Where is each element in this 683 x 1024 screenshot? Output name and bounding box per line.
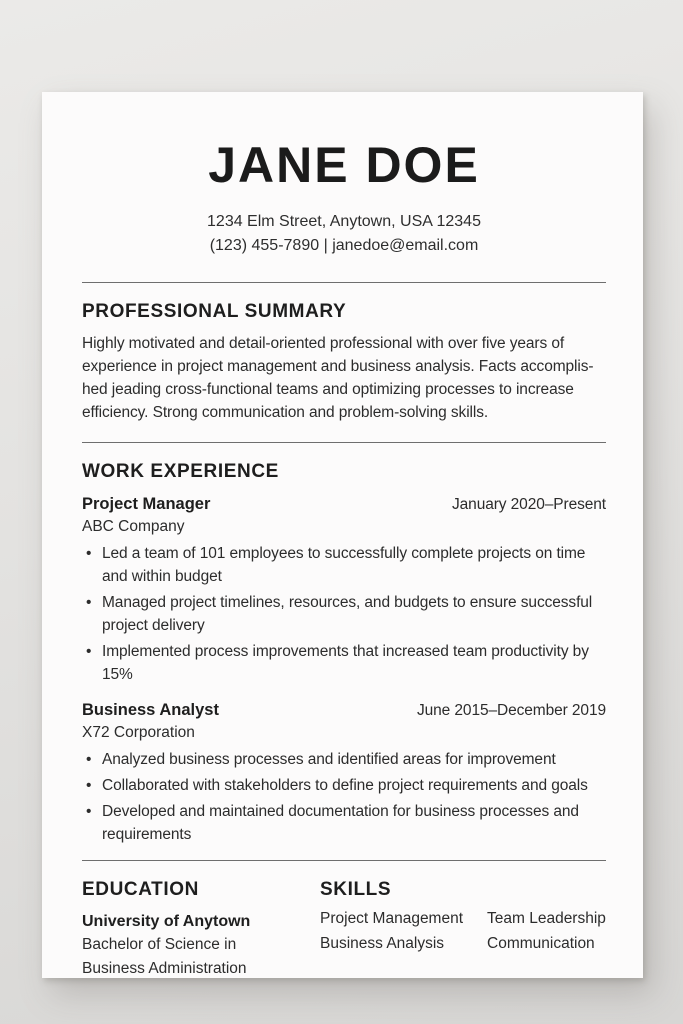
section-divider — [82, 282, 606, 283]
job-bullet-list — [82, 542, 606, 686]
job-title: Business Analyst — [82, 701, 219, 719]
job-entry — [82, 495, 606, 686]
job-bullet: • Collaborated with stakeholders to define project requirements and goals — [82, 774, 606, 797]
skill-item: Team Leadership — [487, 910, 606, 927]
candidate-name: JANE DOE — [208, 137, 480, 193]
job-bullet: • Managed project timelines, resources, and budgets to ensure successful project delivery — [82, 591, 606, 637]
phone-number: (123) 455-7890 — [209, 237, 320, 254]
summary-line: Highly motivated and detail-oriented professional with over five years of — [82, 335, 565, 352]
summary-line: efficiency. Strong communication and problem-solving skills. — [82, 404, 489, 421]
education-heading: EDUCATION — [82, 879, 199, 900]
contact-separator: | — [323, 237, 328, 254]
skills-grid — [320, 910, 606, 960]
school-name: University of Anytown — [82, 913, 251, 930]
job-bullet-list — [82, 748, 606, 846]
job-dates: June 2015–December 2019 — [416, 702, 606, 719]
job-header — [82, 701, 606, 720]
skills-heading: SKILLS — [320, 879, 392, 900]
section-divider — [82, 442, 606, 443]
job-company: X72 Corporation — [82, 724, 195, 741]
skill-item: Project Management — [320, 910, 464, 927]
job-bullet: • Implemented process improvements that increased team productivity by 15% — [82, 640, 606, 686]
resume-page — [42, 92, 643, 978]
degree-line: Business Administration — [82, 960, 247, 977]
professional-summary-heading: PROFESSIONAL SUMMARY — [82, 301, 347, 322]
email-address: janedoe@email.com — [332, 237, 479, 254]
bottom-columns — [82, 861, 606, 981]
skill-item: Business Analysis — [320, 935, 445, 952]
work-experience-heading: WORK EXPERIENCE — [82, 461, 279, 482]
job-title: Project Manager — [82, 495, 211, 513]
job-bullet: • Led a team of 101 employees to successfully complete projects on time and within budget — [82, 542, 606, 588]
job-bullet: • Developed and maintained documentation for business processes and requirements — [82, 800, 606, 846]
summary-line: hed jeading cross-functional teams and optimizing processes to increase — [82, 381, 574, 398]
skills-section — [320, 861, 606, 981]
education-section — [82, 861, 320, 981]
professional-summary-text — [82, 332, 606, 424]
contact-block — [82, 210, 606, 258]
job-company: ABC Company — [82, 518, 185, 535]
contact-line — [82, 234, 606, 258]
job-bullet: • Analyzed business processes and identified areas for improvement — [82, 748, 606, 771]
degree-line: Bachelor of Science in — [82, 936, 237, 953]
address-line: 1234 Elm Street, Anytown, USA 12345 — [207, 213, 481, 230]
summary-line: experience in project management and business analysis. Facts accomplis- — [82, 358, 594, 375]
skill-item: Communication — [487, 935, 595, 952]
job-header — [82, 495, 606, 514]
job-dates: January 2020–Present — [452, 496, 606, 513]
job-entry — [82, 701, 606, 846]
